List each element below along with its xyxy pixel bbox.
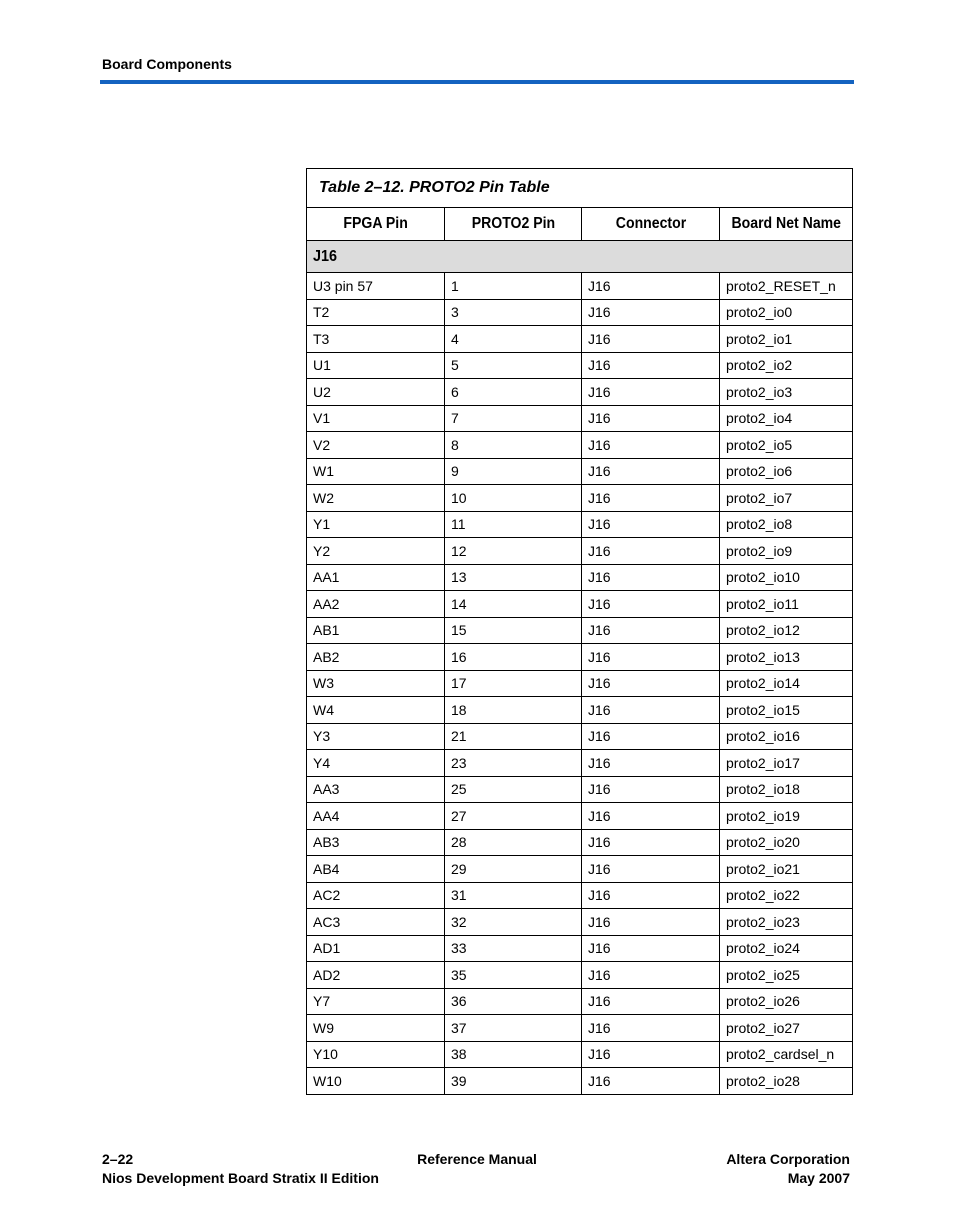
cell-fpga-pin: AA1	[307, 564, 445, 591]
cell-board-net-name: proto2_io15	[720, 697, 853, 724]
table-row	[307, 273, 853, 300]
table-row	[307, 1041, 853, 1068]
table-row	[307, 829, 853, 856]
cell-fpga-pin: U1	[307, 352, 445, 379]
cell-connector: J16	[582, 1068, 720, 1095]
table-row	[307, 670, 853, 697]
cell-proto2-pin: 16	[445, 644, 582, 671]
footer-company: Altera Corporation	[726, 1151, 850, 1167]
cell-board-net-name: proto2_io14	[720, 670, 853, 697]
cell-connector: J16	[582, 988, 720, 1015]
footer-doc-type: Reference Manual	[417, 1151, 537, 1167]
table-row	[307, 511, 853, 538]
cell-board-net-name: proto2_io13	[720, 644, 853, 671]
table-row	[307, 1068, 853, 1095]
cell-board-net-name: proto2_io4	[720, 405, 853, 432]
cell-proto2-pin: 35	[445, 962, 582, 989]
table-row	[307, 935, 853, 962]
cell-board-net-name: proto2_io21	[720, 856, 853, 883]
cell-connector: J16	[582, 617, 720, 644]
cell-connector: J16	[582, 564, 720, 591]
cell-board-net-name: proto2_io27	[720, 1015, 853, 1042]
table-row	[307, 591, 853, 618]
cell-fpga-pin: V2	[307, 432, 445, 459]
cell-fpga-pin: AC3	[307, 909, 445, 936]
column-header-proto2-pin: PROTO2 Pin	[445, 208, 582, 241]
header-rule	[100, 80, 854, 84]
cell-fpga-pin: W10	[307, 1068, 445, 1095]
footer-right	[726, 1150, 850, 1188]
cell-proto2-pin: 23	[445, 750, 582, 777]
cell-board-net-name: proto2_io1	[720, 326, 853, 353]
table-header-row	[307, 208, 853, 241]
cell-fpga-pin: W4	[307, 697, 445, 724]
cell-connector: J16	[582, 1015, 720, 1042]
table-row	[307, 697, 853, 724]
cell-connector: J16	[582, 511, 720, 538]
table-row	[307, 644, 853, 671]
table-body	[307, 273, 853, 1095]
table-row	[307, 750, 853, 777]
cell-fpga-pin: W3	[307, 670, 445, 697]
cell-proto2-pin: 21	[445, 723, 582, 750]
cell-fpga-pin: W2	[307, 485, 445, 512]
cell-fpga-pin: T3	[307, 326, 445, 353]
cell-board-net-name: proto2_io22	[720, 882, 853, 909]
cell-connector: J16	[582, 697, 720, 724]
cell-board-net-name: proto2_io2	[720, 352, 853, 379]
cell-board-net-name: proto2_io23	[720, 909, 853, 936]
cell-proto2-pin: 38	[445, 1041, 582, 1068]
cell-proto2-pin: 17	[445, 670, 582, 697]
cell-fpga-pin: AC2	[307, 882, 445, 909]
cell-connector: J16	[582, 538, 720, 565]
cell-proto2-pin: 25	[445, 776, 582, 803]
cell-connector: J16	[582, 485, 720, 512]
cell-proto2-pin: 6	[445, 379, 582, 406]
cell-board-net-name: proto2_io10	[720, 564, 853, 591]
cell-proto2-pin: 15	[445, 617, 582, 644]
footer-date: May 2007	[787, 1170, 850, 1186]
cell-board-net-name: proto2_io24	[720, 935, 853, 962]
table-row	[307, 405, 853, 432]
cell-connector: J16	[582, 432, 720, 459]
table-row	[307, 803, 853, 830]
table-row	[307, 538, 853, 565]
table-row	[307, 882, 853, 909]
cell-connector: J16	[582, 1041, 720, 1068]
cell-fpga-pin: T2	[307, 299, 445, 326]
cell-connector: J16	[582, 803, 720, 830]
cell-connector: J16	[582, 829, 720, 856]
cell-board-net-name: proto2_io26	[720, 988, 853, 1015]
cell-proto2-pin: 8	[445, 432, 582, 459]
cell-connector: J16	[582, 856, 720, 883]
cell-connector: J16	[582, 299, 720, 326]
cell-proto2-pin: 18	[445, 697, 582, 724]
cell-proto2-pin: 5	[445, 352, 582, 379]
cell-proto2-pin: 31	[445, 882, 582, 909]
cell-proto2-pin: 4	[445, 326, 582, 353]
cell-proto2-pin: 11	[445, 511, 582, 538]
cell-fpga-pin: U3 pin 57	[307, 273, 445, 300]
cell-board-net-name: proto2_io19	[720, 803, 853, 830]
table-row	[307, 299, 853, 326]
cell-proto2-pin: 29	[445, 856, 582, 883]
cell-fpga-pin: AA3	[307, 776, 445, 803]
cell-board-net-name: proto2_io28	[720, 1068, 853, 1095]
cell-board-net-name: proto2_RESET_n	[720, 273, 853, 300]
column-header-board-net-name: Board Net Name	[720, 208, 853, 241]
cell-fpga-pin: U2	[307, 379, 445, 406]
cell-fpga-pin: AA2	[307, 591, 445, 618]
cell-proto2-pin: 13	[445, 564, 582, 591]
cell-proto2-pin: 32	[445, 909, 582, 936]
section-label-j16: J16	[307, 241, 853, 273]
footer-book-title: Nios Development Board Stratix II Edition	[102, 1170, 379, 1186]
cell-fpga-pin: Y3	[307, 723, 445, 750]
table-row	[307, 352, 853, 379]
cell-proto2-pin: 39	[445, 1068, 582, 1095]
cell-fpga-pin: AB2	[307, 644, 445, 671]
column-header-connector: Connector	[582, 208, 720, 241]
cell-fpga-pin: W9	[307, 1015, 445, 1042]
cell-connector: J16	[582, 882, 720, 909]
table-row	[307, 1015, 853, 1042]
column-header-fpga-pin: FPGA Pin	[307, 208, 445, 241]
cell-connector: J16	[582, 379, 720, 406]
table-row	[307, 432, 853, 459]
cell-board-net-name: proto2_cardsel_n	[720, 1041, 853, 1068]
cell-fpga-pin: Y7	[307, 988, 445, 1015]
cell-board-net-name: proto2_io6	[720, 458, 853, 485]
table-row	[307, 723, 853, 750]
cell-connector: J16	[582, 591, 720, 618]
table-section-row	[307, 241, 853, 273]
table-caption-row	[307, 169, 853, 208]
cell-board-net-name: proto2_io7	[720, 485, 853, 512]
cell-proto2-pin: 33	[445, 935, 582, 962]
table-row	[307, 776, 853, 803]
cell-board-net-name: proto2_io18	[720, 776, 853, 803]
cell-proto2-pin: 10	[445, 485, 582, 512]
table-row	[307, 564, 853, 591]
cell-connector: J16	[582, 962, 720, 989]
cell-fpga-pin: Y4	[307, 750, 445, 777]
cell-proto2-pin: 36	[445, 988, 582, 1015]
cell-fpga-pin: W1	[307, 458, 445, 485]
cell-connector: J16	[582, 405, 720, 432]
cell-connector: J16	[582, 935, 720, 962]
cell-fpga-pin: Y2	[307, 538, 445, 565]
table-row	[307, 856, 853, 883]
cell-proto2-pin: 3	[445, 299, 582, 326]
cell-proto2-pin: 14	[445, 591, 582, 618]
cell-board-net-name: proto2_io16	[720, 723, 853, 750]
cell-fpga-pin: V1	[307, 405, 445, 432]
proto2-pin-table	[306, 168, 853, 1095]
cell-fpga-pin: AD1	[307, 935, 445, 962]
table-caption: Table 2–12. PROTO2 Pin Table	[307, 169, 853, 208]
table-row	[307, 379, 853, 406]
cell-proto2-pin: 37	[445, 1015, 582, 1042]
cell-connector: J16	[582, 909, 720, 936]
cell-board-net-name: proto2_io9	[720, 538, 853, 565]
table-row	[307, 988, 853, 1015]
cell-fpga-pin: Y10	[307, 1041, 445, 1068]
cell-connector: J16	[582, 352, 720, 379]
table-row	[307, 326, 853, 353]
cell-connector: J16	[582, 326, 720, 353]
cell-proto2-pin: 9	[445, 458, 582, 485]
table-row	[307, 617, 853, 644]
cell-board-net-name: proto2_io12	[720, 617, 853, 644]
cell-connector: J16	[582, 458, 720, 485]
running-header-title: Board Components	[102, 56, 232, 72]
table-row	[307, 458, 853, 485]
cell-fpga-pin: AB3	[307, 829, 445, 856]
cell-proto2-pin: 27	[445, 803, 582, 830]
cell-connector: J16	[582, 776, 720, 803]
table-row	[307, 909, 853, 936]
cell-board-net-name: proto2_io8	[720, 511, 853, 538]
table-row	[307, 962, 853, 989]
cell-fpga-pin: AB1	[307, 617, 445, 644]
cell-proto2-pin: 28	[445, 829, 582, 856]
cell-fpga-pin: Y1	[307, 511, 445, 538]
cell-board-net-name: proto2_io5	[720, 432, 853, 459]
table-row	[307, 485, 853, 512]
cell-board-net-name: proto2_io25	[720, 962, 853, 989]
cell-board-net-name: proto2_io17	[720, 750, 853, 777]
cell-proto2-pin: 1	[445, 273, 582, 300]
cell-board-net-name: proto2_io0	[720, 299, 853, 326]
cell-connector: J16	[582, 644, 720, 671]
cell-connector: J16	[582, 750, 720, 777]
footer-page-number: 2–22	[102, 1151, 134, 1167]
cell-board-net-name: proto2_io3	[720, 379, 853, 406]
cell-connector: J16	[582, 723, 720, 750]
cell-fpga-pin: AA4	[307, 803, 445, 830]
cell-connector: J16	[582, 273, 720, 300]
cell-proto2-pin: 7	[445, 405, 582, 432]
cell-fpga-pin: AD2	[307, 962, 445, 989]
cell-board-net-name: proto2_io20	[720, 829, 853, 856]
cell-fpga-pin: AB4	[307, 856, 445, 883]
cell-board-net-name: proto2_io11	[720, 591, 853, 618]
cell-proto2-pin: 12	[445, 538, 582, 565]
cell-connector: J16	[582, 670, 720, 697]
